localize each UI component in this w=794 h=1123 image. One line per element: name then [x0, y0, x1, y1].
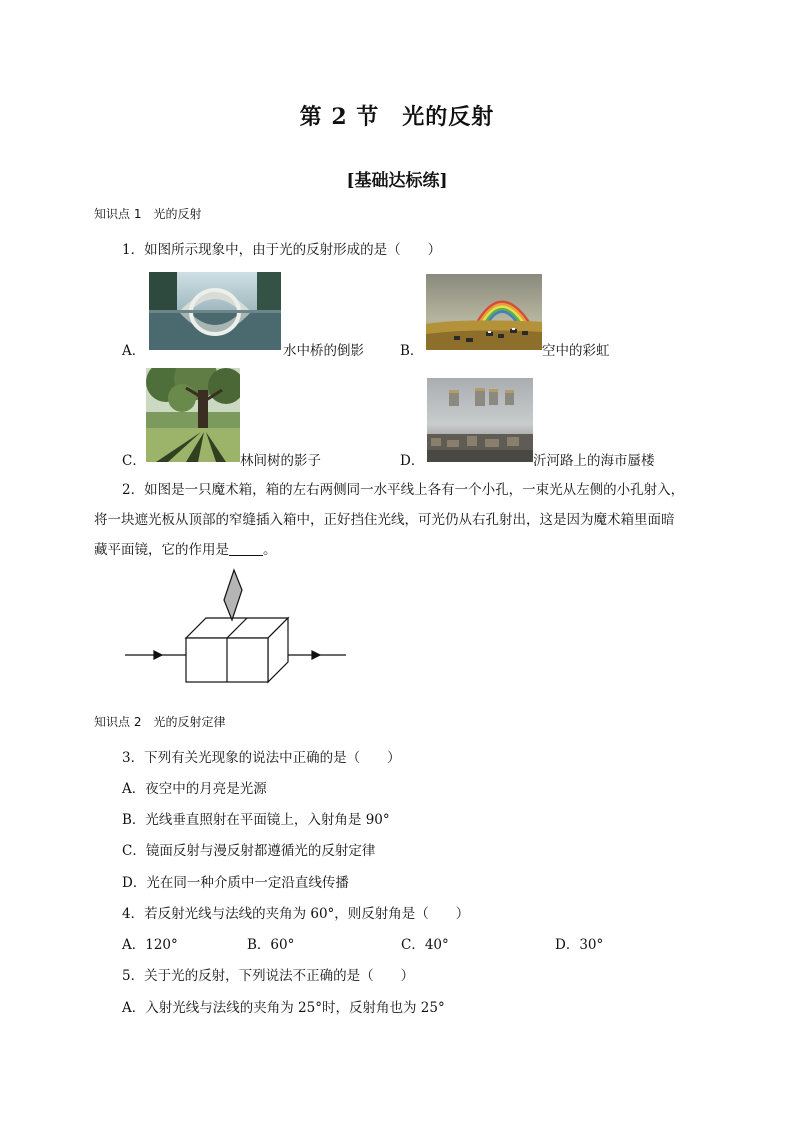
q1-option-d-letter: D．: [400, 453, 425, 469]
q3-option-a: A．夜空中的月亮是光源: [122, 781, 267, 797]
question-3-stem: 3．下列有关光现象的说法中正确的是（ ）: [122, 750, 401, 766]
magic-box-diagram: [120, 566, 352, 686]
question-2-line-3-end: 。: [263, 542, 277, 558]
rainbow-image: [426, 274, 542, 350]
q4-option-a: A．120°: [122, 937, 178, 953]
q4-option-b: B．60°: [247, 937, 295, 953]
q1-option-b-letter: B．: [400, 343, 424, 359]
tree-shadow-image: [146, 368, 240, 462]
knowledge-point-1: 知识点 1 光的反射: [94, 207, 202, 221]
question-2-line-3: [94, 538, 277, 558]
q1-option-a-letter: A．: [122, 343, 146, 359]
question-1-stem: 1．如图所示现象中，由于光的反射形成的是（ ）: [122, 242, 442, 258]
answer-blank[interactable]: [229, 541, 263, 556]
question-4-stem: 4．若反射光线与法线的夹角为 60°，则反射角是（ ）: [122, 906, 470, 922]
question-2-line-2: 将一块遮光板从顶部的窄缝插入箱中，正好挡住光线，可光仍从右孔射出，这是因为魔术箱里面暗: [94, 512, 675, 528]
q1-option-c-letter: C．: [122, 453, 146, 469]
page-title: 第 2 节 光的反射: [299, 104, 495, 130]
q1-option-d-caption: 沂河路上的海市蜃楼: [533, 453, 655, 469]
q3-option-d: D．光在同一种介质中一定沿直线传播: [122, 875, 349, 891]
bridge-reflection-image: [149, 272, 281, 350]
q5-option-a: A．入射光线与法线的夹角为 25°时，反射角也为 25°: [122, 1000, 445, 1016]
section-subtitle: [基础达标练]: [346, 171, 448, 191]
q1-option-b-caption: 空中的彩虹: [542, 343, 610, 359]
q1-option-a-caption: 水中桥的倒影: [283, 343, 364, 359]
mirage-image: [427, 378, 533, 462]
q3-option-c: C．镜面反射与漫反射都遵循光的反射定律: [122, 843, 376, 859]
q3-option-b: B．光线垂直照射在平面镜上，入射角是 90°: [122, 812, 390, 828]
question-2-line-1: 2．如图是一只魔术箱，箱的左右两侧同一水平线上各有一个小孔，一束光从左侧的小孔射入，: [122, 482, 685, 498]
q1-option-c-caption: 林间树的影子: [240, 453, 321, 469]
question-5-stem: 5．关于光的反射，下列说法不正确的是（ ）: [122, 968, 415, 984]
q4-option-d: D．30°: [555, 937, 604, 953]
question-2-line-3-text: 藏平面镜，它的作用是: [94, 542, 229, 558]
knowledge-point-2: 知识点 2 光的反射定律: [94, 715, 226, 729]
q4-option-c: C．40°: [401, 937, 449, 953]
